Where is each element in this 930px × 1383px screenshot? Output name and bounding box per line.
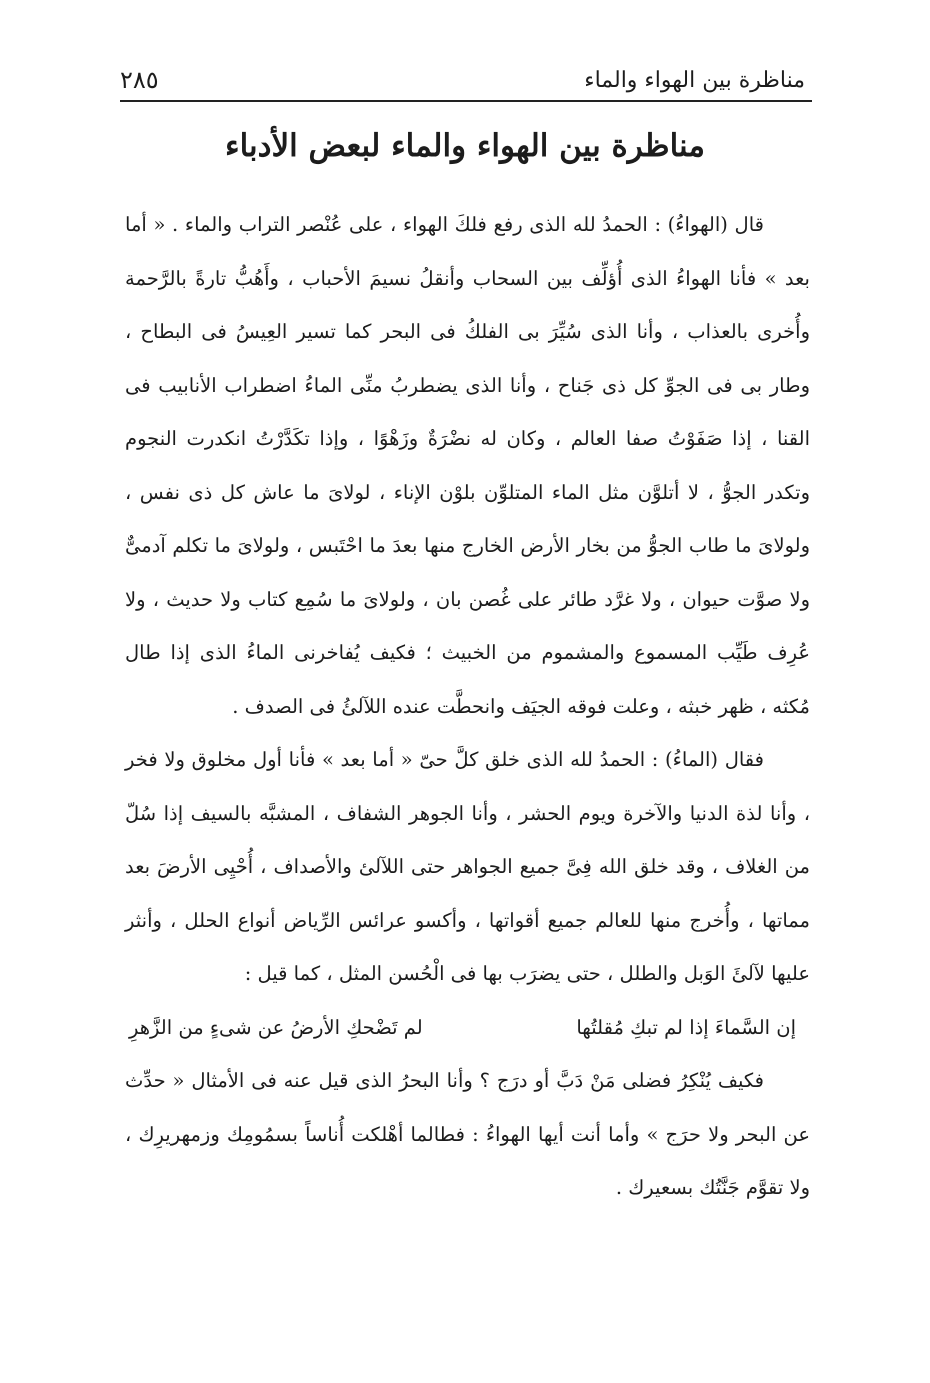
- running-title: مناظرة بين الهواء والماء: [584, 67, 805, 93]
- water-conclusion-paragraph: فكيف يُنْكِرُ فضلى مَنْ دَبَّ أو درَج ؟ وأنا البحرُ الذى قيل عنه فى الأمثال « حدِّث عن البحر ولا حرَج » وأما أنت أيها الهواءُ : فطالما أهْلكت أُناساً بسمُومِك وزمهريرِك ، ولا تقوَّم جَنَّتُك بسعيرك .: [125, 1069, 810, 1199]
- header-rule: [120, 100, 812, 102]
- air-speech-paragraph: قال (الهواءُ) : الحمدُ لله الذى رفع فلكَ الهواء ، على عُنْصر التراب والماء . « أما بعد » فأنا الهواءُ الذى أُؤلِّف بين السحاب وأنقلُ نسيمَ الأحباب ، وأَهُبُّ تارةً بالرَّحمة وأُخرى بالعذاب ، وأنا الذى سُيِّرَ بى الفلكُ فى البحر كما تسير العِيسُ فى البطاح ، وطار بى فى الجوِّ كل ذى جَناح ، وأنا الذى يضطربُ منِّى الماءُ اضطراب الأنابيب فى القنا ، إذا صَفَوْتُ صفا العالم ، وكان له نضْرَةٌ وزَهْوًا ، وإذا تكَدَّرْتُ انكدرت النجوم وتكدر الجوُّ ، لا أتلوَّن مثل الماء المتلوِّن بلوْن الإناء ، لولاىَ ما عاش كل ذى نفس ، ولولاىَ ما طاب الجوُّ من بخار الأرض الخارج منها بعدَ ما احْتَبس ، ولولاىَ ما تكلم آدمىٌّ ولا صوَّت حيوان ، ولا غرَّد طائر على غُصن بان ، ولولاىَ ما سُمِع كتاب ولا حديث ، ولا عُرِف طَيِّب المسموع والمشموم من الخبيث ؛ فكيف يُفاخرنى الماءُ الذى إذا طال مُكثه ، ظهر خبثه ، وعلت فوقه الجيَف وانحطَّت عنده اللآلئُ فى الصدف .: [125, 213, 810, 718]
- water-speech-paragraph: فقال (الماءُ) : الحمدُ لله الذى خلق كلَّ حىّ « أما بعد » فأنا أول مخلوق ولا فخر ، وأنا لذة الدنيا والآخرة ويوم الحشر ، وأنا الجوهر الشفاف ، المشبَّه بالسيف إذا سُلّ من الغلاف ، وقد خلق الله فِىَّ جميع الجواهر حتى اللآلئ والأصداف ، أُحْيِى الأرضَ بعد مماتها ، وأُخرج منها للعالم جميع أقواتها ، وأكسو عرائس الرِّياض أنواع الحلل ، وأنثر عليها لآلئَ الوَبل والطلل ، حتى يضرَب بها فى الْحُسن المثل ، كما قيل :: [125, 748, 810, 985]
- chapter-title: مناظرة بين الهواء والماء لبعض الأدباء: [225, 128, 705, 164]
- poetry-verse: [125, 1001, 810, 1055]
- verse-second-hemistich: لم تَضْحكِ الأرضُ عن شىءٍ من الزَّهرِ: [129, 1015, 423, 1039]
- page-number: ٢٨٥: [120, 66, 159, 94]
- body-text: [125, 198, 810, 1215]
- verse-first-hemistich: إن السَّماءَ إذا لم تبكِ مُقلتُها: [576, 1015, 796, 1039]
- running-head: [120, 58, 805, 102]
